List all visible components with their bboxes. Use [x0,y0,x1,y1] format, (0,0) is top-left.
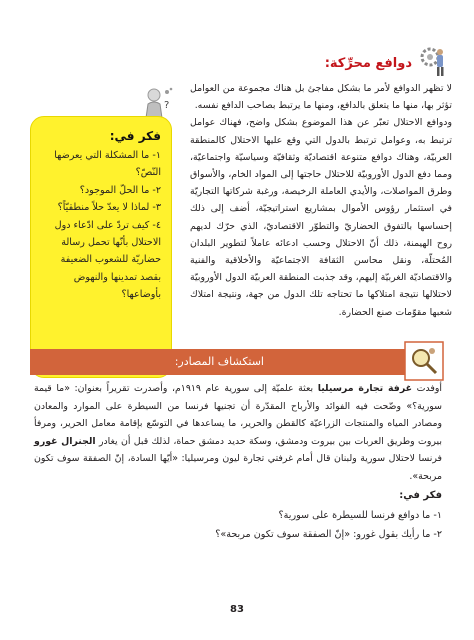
sources-think-title: فكر في: [399,489,442,501]
main-paragraph: ودوافع الاحتلال تعبّر عن هذا الموضوع بشكل واضح، فهناك عوامل ترتبط به، وعوامل ترتبط بالدول التي وقع عليها الاحتلال كالمنطقة العربيّة، وهناك دوافع متنوعة اقتصاديّة وثقافيّة وسياسيّة واجتماعيّة، ومما دفع الدول الأوروبيّة للاحتلال حاجتها إلى المواد الخام، والأسواق وطرق المواصلات، والأيدي العاملة الرخيصة، ورغبة شركاتها التجاريّة في استثمار رؤوس الأموال بمشاريع استراتيجيّة، أضف إلى ذلك إحساسها بالتفوق الحضاريّ والتطوّر الاقتصاديّ، الذي حرّك لديهم روح الهيمنة، ذلك أنّ الاحتلال وحسب ادعائه عاملاً لتطوير البلدان المُحتلّة، ونقل محاسن الثقافة الاجتماعيّة والأخلاقية والفنية والاقتصاديّة الغربيّة إليهم، وقد جذبت المنطقة العربيّة الدول الأوروبيّة لاحتلالها نتيجة امتلاكها ما تحتاجه تلك الدول من جهة، ونتيجة امتلاك شعبها مقوّمات صنع الحضارة. [190,117,452,318]
think-question: ٣- لماذا لا يعدّ حلاً منطقيّاً؟ [57,202,161,214]
page-number: 83 [230,604,244,615]
sources-question: ١- ما دوافع فرنسا للسيطرة على سورية؟ [278,509,442,521]
sources-title: استكشاف المصادر: [174,355,264,368]
think-box-title: فكر في: [109,129,161,143]
main-paragraph: لا تظهر الدوافع لأمر ما بشكل مفاجئ بل هناك مجموعة من العوامل تؤثر بها، منها ما يتعلق بالدافع، ومنها ما يرتبط بصاحب الدافع نفسه. [190,83,452,112]
think-question: ٤- كيف تردّ على ادّعاء دول الاحتلال بأنّها تحمل رسالة حضاريّة للشعوب الضعيفة بقصد تمدينها والنهوض بأوضاعها؟ [54,219,161,301]
sources-text-part: فرنسا لاحتلال سورية ولبنان قال أمام غرفتي تجارة ليون ومرسيليا: «أيّها السادة، إنّ الصفقة سوف تكون مربحة». [34,453,442,482]
sources-emphasis: الجنرال غورو [34,435,96,447]
sources-paragraph [34,380,442,486]
sources-question: ٢- ما رأيك بقول غورو: «إنّ الصفقة سوف تكون مربحة»؟ [215,528,442,540]
sources-header-bar [30,349,414,375]
section-heading [325,52,412,74]
sources-text-part: أوفدت [412,383,442,394]
think-box [30,116,172,378]
section-title: دوافع محرِّكة: [324,56,412,71]
sources-text-part: بعثة علميّة إلى سورية عام ١٩١٩م، وأصدرت تقريراً بعنوان: «ما قيمة سورية؟» وضّحت فيه الفوائد والأرباح المقدّرة أن تجنيها فرنسا من السيطرة على الموارد والمعادن ومصادر المياه والمنتجات الزراعيّة كالقطن والحرير، ما يساعدها في التوسّع بإقامة معامل الحرير، ومرفأ بيروت وطريق العربات بين بيروت ودمشق، وسكة حديد دمشق حماة، لذلك قبل أن يغادر [34,383,442,447]
svg-text:?: ? [164,100,170,111]
main-text [190,80,452,321]
think-question: ١- ما المشكلة التي يعرضها النّصّ؟ [54,150,161,179]
sources-emphasis: غرفة تجارة مرسيليا [317,383,413,394]
sources-text [34,380,442,544]
magnifier-figure-icon [404,341,444,381]
gear-figure-icon [418,44,448,78]
think-question: ٢- ما الحلّ الموجود؟ [79,184,161,196]
